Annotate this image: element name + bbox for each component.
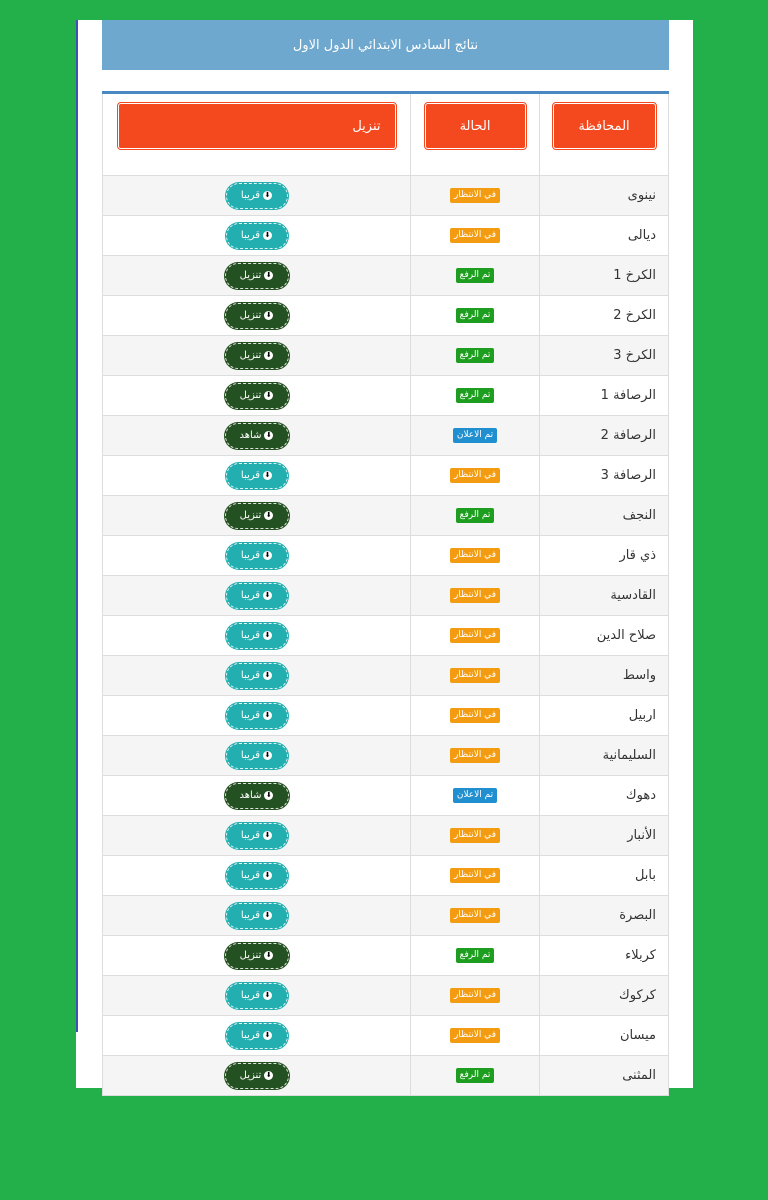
- governorate-cell: [539, 536, 668, 575]
- action-cell: [103, 696, 410, 735]
- governorate-name: النجف: [622, 508, 656, 523]
- table-body: [102, 176, 669, 1096]
- row-action-label: قريبا: [240, 190, 261, 201]
- row-action-button[interactable]: [225, 343, 289, 369]
- row-action-button[interactable]: [226, 183, 288, 209]
- download-circle-icon: ⬇: [264, 711, 271, 719]
- row-action-label: تنزيل: [239, 350, 262, 361]
- action-cell: [103, 856, 410, 895]
- status-cell: [410, 736, 539, 775]
- row-action-label: تنزيل: [239, 310, 262, 321]
- row-action-button[interactable]: [226, 463, 288, 489]
- governorate-cell: [539, 696, 668, 735]
- status-badge: في الانتظار: [450, 628, 500, 643]
- action-cell: [103, 456, 410, 495]
- governorate-name: بابل: [634, 868, 656, 883]
- governorate-name: كركوك: [619, 988, 656, 1003]
- action-cell: [103, 176, 410, 215]
- table-row: [102, 896, 669, 936]
- status-badge: في الانتظار: [450, 708, 500, 723]
- row-action-label: تنزيل: [239, 270, 262, 281]
- governorate-name: الكرخ 3: [613, 348, 656, 363]
- row-action-label: قريبا: [240, 470, 261, 481]
- table-row: [102, 856, 669, 896]
- row-action-button[interactable]: [226, 623, 288, 649]
- page-title: نتائج السادس الابتدائي الدول الاول: [292, 37, 479, 53]
- status-cell: [410, 856, 539, 895]
- status-cell: [410, 216, 539, 255]
- table-row: [102, 1016, 669, 1056]
- status-cell: [410, 576, 539, 615]
- download-circle-icon: ⬇: [264, 471, 271, 479]
- status-cell: [410, 656, 539, 695]
- row-action-button[interactable]: [226, 823, 288, 849]
- status-cell: [410, 296, 539, 335]
- table-row: [102, 456, 669, 496]
- status-cell: [410, 776, 539, 815]
- governorate-name: واسط: [622, 668, 656, 683]
- action-cell: [103, 536, 410, 575]
- results-table: [102, 91, 669, 1096]
- row-action-button[interactable]: [225, 943, 289, 969]
- row-action-button[interactable]: [225, 263, 289, 289]
- governorate-cell: [539, 296, 668, 335]
- status-cell: [410, 376, 539, 415]
- row-action-button[interactable]: [226, 863, 288, 889]
- governorate-name: الكرخ 2: [613, 308, 656, 323]
- row-action-label: تنزيل: [239, 950, 262, 961]
- status-badge: تم الاعلان: [453, 428, 497, 443]
- row-action-label: قريبا: [240, 630, 261, 641]
- governorate-cell: [539, 176, 668, 215]
- row-action-button[interactable]: [226, 743, 288, 769]
- header-download-label: تنزيل: [352, 118, 381, 134]
- download-circle-icon: ⬇: [265, 391, 272, 399]
- header-status-button[interactable]: [425, 103, 526, 149]
- governorate-name: ميسان: [620, 1028, 656, 1043]
- governorate-cell: [539, 576, 668, 615]
- status-badge: في الانتظار: [450, 748, 500, 763]
- status-cell: [410, 1016, 539, 1055]
- action-cell: [103, 1056, 410, 1095]
- download-circle-icon: ⬇: [264, 551, 271, 559]
- status-cell: [410, 696, 539, 735]
- governorate-cell: [539, 336, 668, 375]
- governorate-name: الرصافة 1: [600, 388, 656, 403]
- action-cell: [103, 1016, 410, 1055]
- download-circle-icon: ⬇: [264, 871, 271, 879]
- status-badge: تم الرفع: [456, 388, 495, 403]
- row-action-button[interactable]: [226, 583, 288, 609]
- header-governorate-label: المحافظة: [578, 118, 630, 134]
- status-badge: في الانتظار: [450, 828, 500, 843]
- status-cell: [410, 416, 539, 455]
- table-row: [102, 776, 669, 816]
- table-row: [102, 536, 669, 576]
- status-badge: في الانتظار: [450, 468, 500, 483]
- table-row: [102, 696, 669, 736]
- row-action-label: قريبا: [240, 590, 261, 601]
- status-cell: [410, 976, 539, 1015]
- status-badge: في الانتظار: [450, 1028, 500, 1043]
- governorate-name: دهوك: [625, 788, 656, 803]
- action-cell: [103, 296, 410, 335]
- header-governorate-button[interactable]: [553, 103, 656, 149]
- row-action-label: قريبا: [240, 990, 261, 1001]
- download-circle-icon: ⬇: [264, 911, 271, 919]
- status-badge: في الانتظار: [450, 988, 500, 1003]
- action-cell: [103, 776, 410, 815]
- status-cell: [410, 456, 539, 495]
- status-badge: تم الرفع: [456, 268, 495, 283]
- header-status-label: الحالة: [459, 118, 491, 134]
- row-action-label: تنزيل: [239, 510, 262, 521]
- status-cell: [410, 536, 539, 575]
- header-cell-governorate: [539, 94, 668, 175]
- governorate-cell: [539, 256, 668, 295]
- governorate-name: كربلاء: [625, 948, 656, 963]
- row-action-button[interactable]: [226, 663, 288, 689]
- table-row: [102, 376, 669, 416]
- row-action-label: قريبا: [240, 910, 261, 921]
- row-action-label: قريبا: [240, 750, 261, 761]
- action-cell: [103, 976, 410, 1015]
- governorate-cell: [539, 1056, 668, 1095]
- governorate-cell: [539, 856, 668, 895]
- table-row: [102, 616, 669, 656]
- row-action-button[interactable]: [225, 503, 289, 529]
- status-badge: في الانتظار: [450, 668, 500, 683]
- table-row: [102, 936, 669, 976]
- status-badge: تم الرفع: [456, 948, 495, 963]
- row-action-button[interactable]: [226, 223, 288, 249]
- download-circle-icon: ⬇: [264, 1031, 271, 1039]
- panel-accent-bar: [76, 20, 78, 1032]
- download-circle-icon: ⬇: [264, 191, 271, 199]
- action-cell: [103, 376, 410, 415]
- row-action-button[interactable]: [225, 1063, 289, 1089]
- table-row: [102, 736, 669, 776]
- governorate-cell: [539, 616, 668, 655]
- row-action-button[interactable]: [226, 703, 288, 729]
- table-row: [102, 976, 669, 1016]
- status-cell: [410, 1056, 539, 1095]
- status-badge: تم الرفع: [456, 508, 495, 523]
- status-badge: في الانتظار: [450, 908, 500, 923]
- download-circle-icon: ⬇: [264, 631, 271, 639]
- download-circle-icon: ⬇: [265, 951, 272, 959]
- action-cell: [103, 736, 410, 775]
- row-action-label: قريبا: [240, 870, 261, 881]
- row-action-label: قريبا: [240, 670, 261, 681]
- status-cell: [410, 496, 539, 535]
- governorate-name: الأنبار: [627, 828, 656, 843]
- governorate-name: المثنى: [622, 1068, 656, 1083]
- status-badge: في الانتظار: [450, 228, 500, 243]
- row-action-label: شاهد: [239, 790, 262, 801]
- row-action-button[interactable]: [226, 903, 288, 929]
- download-circle-icon: ⬇: [264, 831, 271, 839]
- table-row: [102, 216, 669, 256]
- table-row: [102, 576, 669, 616]
- governorate-cell: [539, 776, 668, 815]
- governorate-name: السليمانية: [602, 748, 656, 763]
- table-row: [102, 656, 669, 696]
- table-row: [102, 176, 669, 216]
- header-cell-download: [103, 94, 410, 175]
- table-row: [102, 256, 669, 296]
- governorate-cell: [539, 936, 668, 975]
- status-cell: [410, 256, 539, 295]
- download-circle-icon: ⬇: [265, 271, 272, 279]
- action-cell: [103, 656, 410, 695]
- row-action-button[interactable]: [225, 783, 289, 809]
- governorate-name: الرصافة 2: [600, 428, 656, 443]
- download-circle-icon: ⬇: [266, 791, 272, 799]
- download-circle-icon: ⬇: [266, 431, 272, 439]
- governorate-name: صلاح الدين: [596, 628, 656, 643]
- status-badge: في الانتظار: [450, 188, 500, 203]
- status-cell: [410, 896, 539, 935]
- governorate-cell: [539, 416, 668, 455]
- row-action-label: تنزيل: [239, 390, 262, 401]
- row-action-button[interactable]: [226, 543, 288, 569]
- action-cell: [103, 256, 410, 295]
- governorate-name: نينوى: [627, 188, 656, 203]
- action-cell: [103, 416, 410, 455]
- status-badge: في الانتظار: [450, 868, 500, 883]
- table-row: [102, 296, 669, 336]
- download-circle-icon: ⬇: [264, 751, 271, 759]
- governorate-name: القادسية: [610, 588, 656, 603]
- governorate-cell: [539, 1016, 668, 1055]
- action-cell: [103, 216, 410, 255]
- status-badge: في الانتظار: [450, 548, 500, 563]
- governorate-cell: [539, 816, 668, 855]
- action-cell: [103, 496, 410, 535]
- status-badge: تم الرفع: [456, 308, 495, 323]
- download-circle-icon: ⬇: [265, 351, 272, 359]
- download-circle-icon: ⬇: [265, 511, 272, 519]
- governorate-cell: [539, 976, 668, 1015]
- status-badge: تم الاعلان: [453, 788, 497, 803]
- governorate-cell: [539, 496, 668, 535]
- row-action-button[interactable]: [225, 423, 289, 449]
- status-cell: [410, 616, 539, 655]
- governorate-cell: [539, 376, 668, 415]
- governorate-name: ذي قار: [619, 548, 656, 563]
- governorate-cell: [539, 896, 668, 935]
- row-action-button[interactable]: [226, 1023, 288, 1049]
- download-circle-icon: ⬇: [264, 671, 271, 679]
- action-cell: [103, 616, 410, 655]
- status-badge: تم الرفع: [456, 348, 495, 363]
- row-action-label: قريبا: [240, 230, 261, 241]
- download-circle-icon: ⬇: [265, 311, 272, 319]
- status-cell: [410, 176, 539, 215]
- table-header-row: [102, 94, 669, 176]
- governorate-cell: [539, 656, 668, 695]
- header-cell-status: [410, 94, 539, 175]
- row-action-label: قريبا: [240, 830, 261, 841]
- row-action-button[interactable]: [226, 983, 288, 1009]
- row-action-label: تنزيل: [239, 1070, 262, 1081]
- action-cell: [103, 896, 410, 935]
- action-cell: [103, 336, 410, 375]
- action-cell: [103, 576, 410, 615]
- governorate-cell: [539, 216, 668, 255]
- status-cell: [410, 816, 539, 855]
- table-row: [102, 816, 669, 856]
- action-cell: [103, 936, 410, 975]
- governorate-name: البصرة: [619, 908, 656, 923]
- row-action-button[interactable]: [225, 383, 289, 409]
- page-title-banner: [102, 20, 669, 70]
- status-badge: تم الرفع: [456, 1068, 495, 1083]
- row-action-label: قريبا: [240, 710, 261, 721]
- table-row: [102, 496, 669, 536]
- download-circle-icon: ⬇: [264, 991, 271, 999]
- governorate-name: ديالى: [627, 228, 656, 243]
- action-cell: [103, 816, 410, 855]
- row-action-label: قريبا: [240, 550, 261, 561]
- governorate-cell: [539, 456, 668, 495]
- table-row: [102, 416, 669, 456]
- download-circle-icon: ⬇: [264, 591, 271, 599]
- governorate-cell: [539, 736, 668, 775]
- row-action-label: شاهد: [239, 430, 262, 441]
- row-action-button[interactable]: [225, 303, 289, 329]
- governorate-name: اربيل: [628, 708, 656, 723]
- download-circle-icon: ⬇: [265, 1071, 272, 1079]
- status-cell: [410, 336, 539, 375]
- status-badge: في الانتظار: [450, 588, 500, 603]
- download-circle-icon: ⬇: [264, 231, 271, 239]
- status-cell: [410, 936, 539, 975]
- table-row: [102, 336, 669, 376]
- header-download-button[interactable]: [118, 103, 396, 149]
- row-action-label: قريبا: [240, 1030, 261, 1041]
- governorate-name: الرصافة 3: [600, 468, 656, 483]
- table-row: [102, 1056, 669, 1096]
- governorate-name: الكرخ 1: [613, 268, 656, 283]
